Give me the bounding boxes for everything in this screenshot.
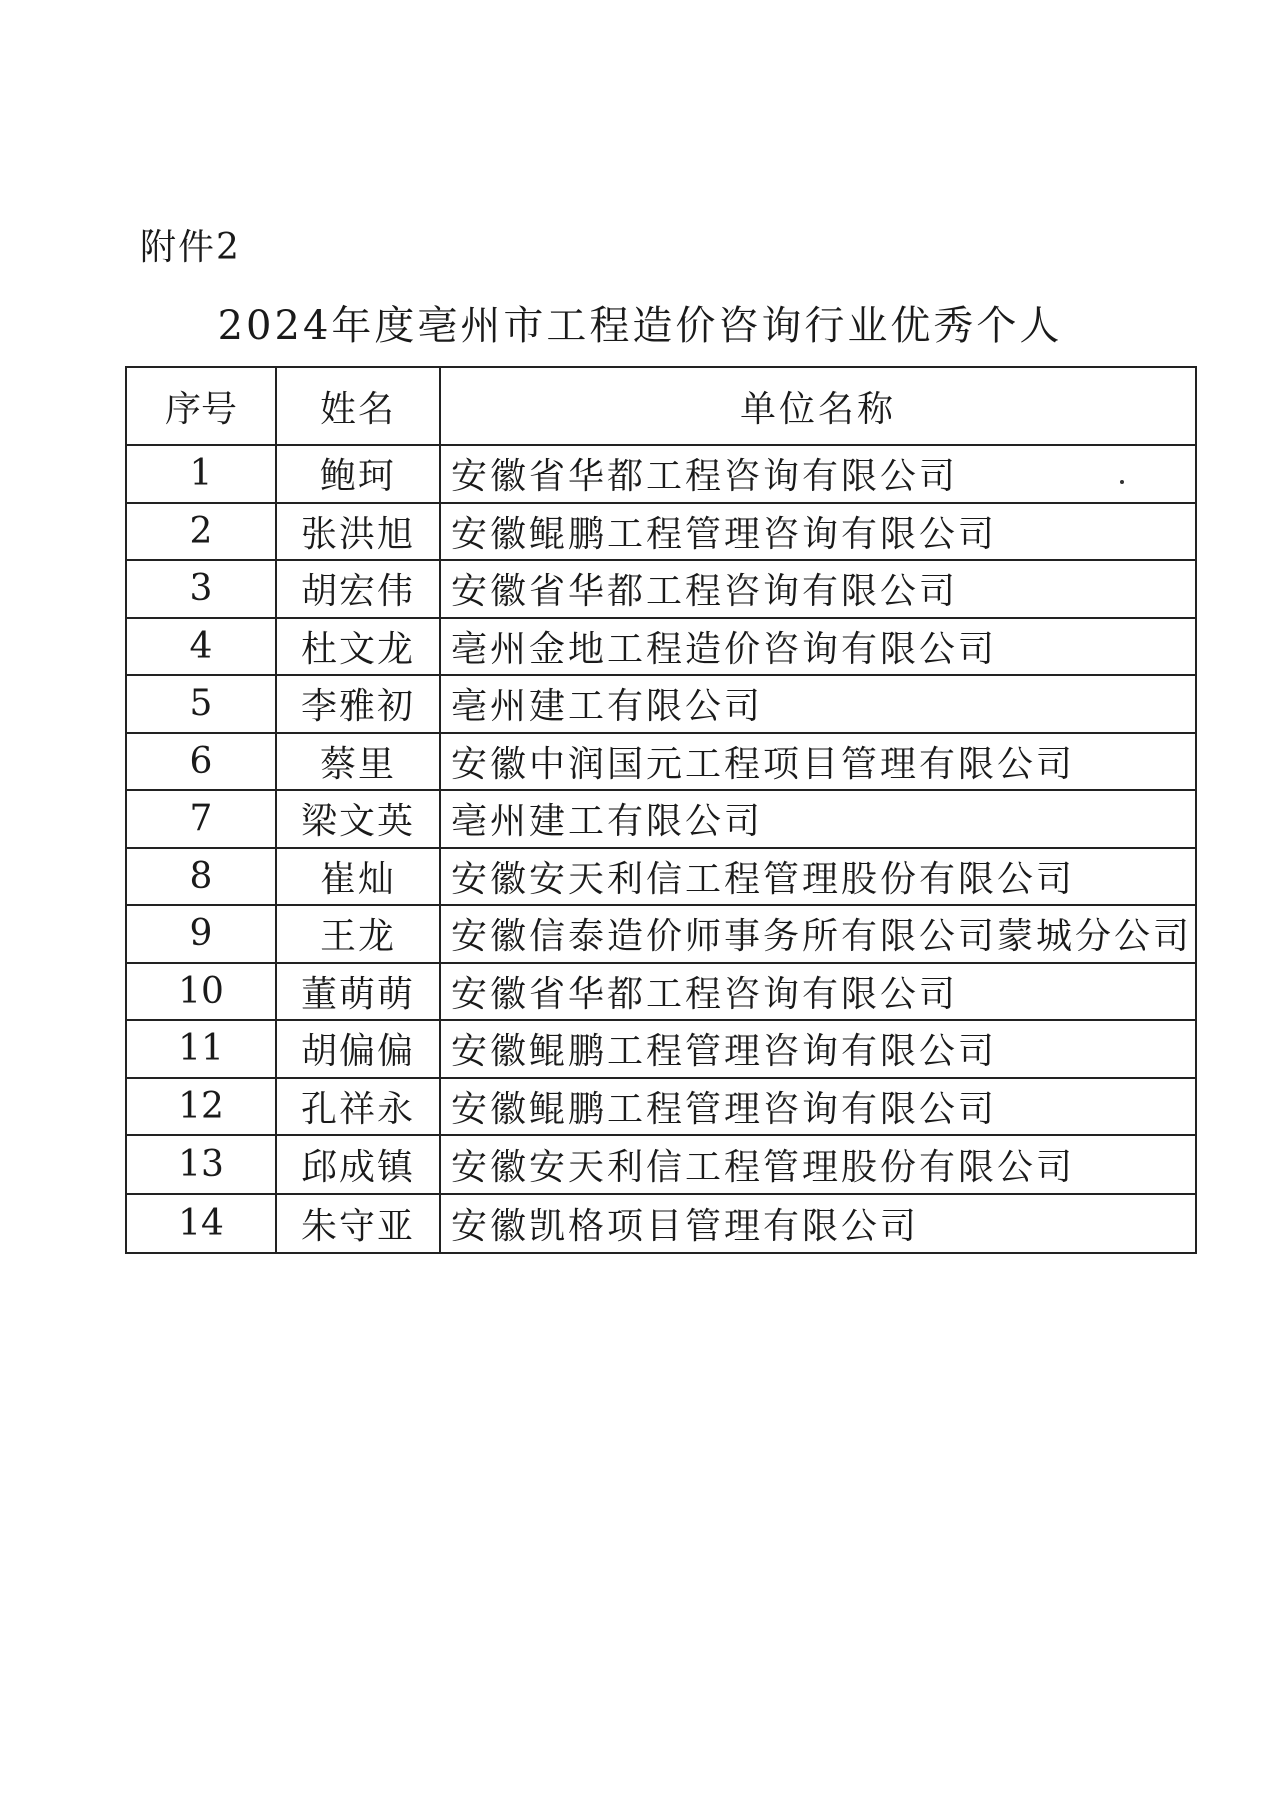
cell-serial-number: 6 (126, 733, 276, 791)
cell-serial-number: 8 (126, 848, 276, 906)
cell-unit-name: 亳州建工有限公司 (440, 790, 1196, 848)
cell-serial-number: 13 (126, 1135, 276, 1194)
table-row (126, 1135, 1196, 1194)
table-row (126, 848, 1196, 906)
cell-name: 李雅初 (276, 675, 440, 733)
cell-serial-number: 7 (126, 790, 276, 848)
table-row (126, 445, 1196, 503)
table-header (126, 367, 1196, 445)
cell-name: 王龙 (276, 905, 440, 963)
cell-serial-number: 10 (126, 963, 276, 1021)
header-serial-number: 序号 (126, 367, 276, 445)
cell-serial-number: 2 (126, 503, 276, 561)
cell-name: 邱成镇 (276, 1135, 440, 1194)
table-row (126, 618, 1196, 676)
document-title: 2024年度亳州市工程造价咨询行业优秀个人 (217, 303, 1063, 349)
cell-unit-name: 安徽凯格项目管理有限公司 (440, 1194, 1196, 1253)
cell-unit-name: 安徽安天利信工程管理股份有限公司 (440, 848, 1196, 906)
cell-unit-name: 安徽中润国元工程项目管理有限公司 (440, 733, 1196, 791)
table-row (126, 1194, 1196, 1253)
header-unit-name: 单位名称 (440, 367, 1196, 445)
cell-unit-name: 安徽鲲鹏工程管理咨询有限公司 (440, 503, 1196, 561)
cell-unit-name: 安徽鲲鹏工程管理咨询有限公司 (440, 1078, 1196, 1136)
cell-serial-number: 14 (126, 1194, 276, 1253)
cell-name: 鲍珂 (276, 445, 440, 503)
attachment-label: 附件2 (140, 227, 241, 268)
cell-unit-name: 安徽安天利信工程管理股份有限公司 (440, 1135, 1196, 1194)
table-row (126, 963, 1196, 1021)
cell-name: 张洪旭 (276, 503, 440, 561)
cell-serial-number: 9 (126, 905, 276, 963)
table-row (126, 905, 1196, 963)
table-row (126, 790, 1196, 848)
cell-name: 梁文英 (276, 790, 440, 848)
cell-unit-name: 安徽省华都工程咨询有限公司 (440, 445, 1196, 503)
table-row (126, 560, 1196, 618)
cell-name: 朱守亚 (276, 1194, 440, 1253)
header-name: 姓名 (276, 367, 440, 445)
cell-unit-name: 安徽鲲鹏工程管理咨询有限公司 (440, 1020, 1196, 1078)
cell-name: 董萌萌 (276, 963, 440, 1021)
cell-name: 孔祥永 (276, 1078, 440, 1136)
table-row (126, 675, 1196, 733)
cell-serial-number: 5 (126, 675, 276, 733)
cell-name: 崔灿 (276, 848, 440, 906)
scan-speck (1120, 480, 1124, 484)
cell-unit-name: 安徽信泰造价师事务所有限公司蒙城分公司 (440, 905, 1196, 963)
cell-unit-name: 安徽省华都工程咨询有限公司 (440, 560, 1196, 618)
cell-name: 杜文龙 (276, 618, 440, 676)
honoree-table (125, 366, 1197, 1254)
table-row (126, 1020, 1196, 1078)
header-row (126, 367, 1196, 445)
cell-serial-number: 11 (126, 1020, 276, 1078)
cell-serial-number: 4 (126, 618, 276, 676)
cell-serial-number: 1 (126, 445, 276, 503)
table-row (126, 1078, 1196, 1136)
table-row (126, 503, 1196, 561)
cell-unit-name: 亳州金地工程造价咨询有限公司 (440, 618, 1196, 676)
table-body (126, 445, 1196, 1253)
cell-unit-name: 安徽省华都工程咨询有限公司 (440, 963, 1196, 1021)
cell-serial-number: 3 (126, 560, 276, 618)
table-row (126, 733, 1196, 791)
cell-name: 胡宏伟 (276, 560, 440, 618)
cell-unit-name: 亳州建工有限公司 (440, 675, 1196, 733)
cell-serial-number: 12 (126, 1078, 276, 1136)
cell-name: 蔡里 (276, 733, 440, 791)
cell-name: 胡偏偏 (276, 1020, 440, 1078)
